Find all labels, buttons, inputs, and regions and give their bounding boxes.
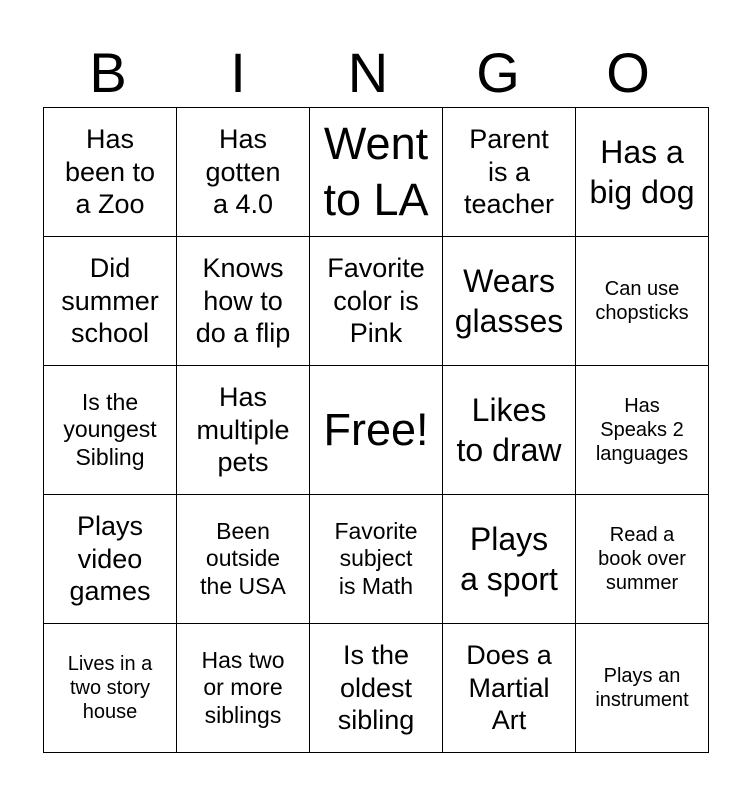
bingo-cell[interactable]: Can use chopsticks	[576, 237, 709, 366]
bingo-cell[interactable]: Favorite color is Pink	[310, 237, 443, 366]
header-letter-i: I	[230, 41, 246, 104]
bingo-cell[interactable]: Knows how to do a flip	[177, 237, 310, 366]
bingo-cell[interactable]: Plays an instrument	[576, 624, 709, 753]
bingo-cell[interactable]: Wears glasses	[443, 237, 576, 366]
bingo-cell[interactable]: Plays a sport	[443, 495, 576, 624]
bingo-cell[interactable]: Lives in a two story house	[44, 624, 177, 753]
free-space-cell[interactable]: Free!	[310, 366, 443, 495]
board-row	[44, 624, 709, 753]
bingo-board	[43, 107, 709, 753]
bingo-cell[interactable]: Does a Martial Art	[443, 624, 576, 753]
bingo-cell[interactable]: Parent is a teacher	[443, 108, 576, 237]
header-letter-n: N	[347, 41, 389, 104]
board-row	[44, 366, 709, 495]
board-row	[44, 108, 709, 237]
bingo-cell[interactable]: Has Speaks 2 languages	[576, 366, 709, 495]
board-row	[44, 237, 709, 366]
bingo-cell[interactable]: Read a book over summer	[576, 495, 709, 624]
bingo-cell[interactable]: Plays video games	[44, 495, 177, 624]
bingo-cell[interactable]: Has a big dog	[576, 108, 709, 237]
bingo-header	[43, 40, 693, 106]
bingo-cell[interactable]: Likes to draw	[443, 366, 576, 495]
board-row	[44, 495, 709, 624]
bingo-cell[interactable]: Been outside the USA	[177, 495, 310, 624]
bingo-cell[interactable]: Is the youngest Sibling	[44, 366, 177, 495]
bingo-cell[interactable]: Has two or more siblings	[177, 624, 310, 753]
bingo-cell[interactable]: Went to LA	[310, 108, 443, 237]
header-letter-b: B	[89, 41, 127, 104]
bingo-cell[interactable]: Has been to a Zoo	[44, 108, 177, 237]
bingo-cell[interactable]: Has gotten a 4.0	[177, 108, 310, 237]
bingo-cell[interactable]: Did summer school	[44, 237, 177, 366]
bingo-cell[interactable]: Favorite subject is Math	[310, 495, 443, 624]
bingo-cell[interactable]: Is the oldest sibling	[310, 624, 443, 753]
bingo-cell[interactable]: Has multiple pets	[177, 366, 310, 495]
header-letter-o: O	[606, 41, 650, 104]
header-letter-g: G	[476, 41, 520, 104]
